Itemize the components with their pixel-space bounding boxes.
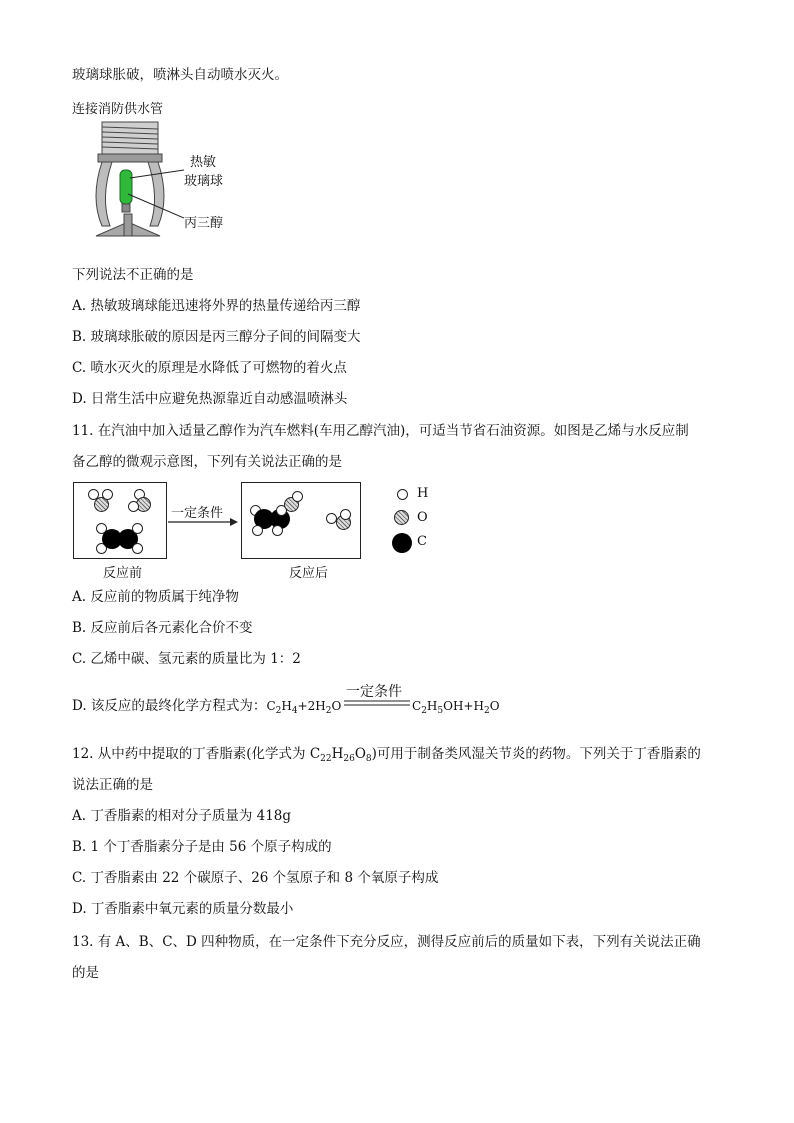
q11-stem-line-2: 备乙醇的微观示意图，下列有关说法正确的是: [72, 454, 342, 470]
q11-option-c: C. 乙烯中碳、氢元素的质量比为 1：2: [72, 651, 301, 667]
q11-option-b: B. 反应前后各元素化合价不变: [72, 620, 253, 636]
legend-c-symbol: [392, 533, 412, 553]
q12-option-d: D. 丁香脂素中氧元素的质量分数最小: [72, 901, 294, 917]
caption-after: 反应后: [289, 566, 329, 581]
sprinkler-bulb: [120, 170, 132, 204]
q10-text-line: 玻璃球胀破，喷淋头自动喷水灭火。: [72, 67, 288, 83]
eq-condition-label: 一定条件: [346, 684, 402, 700]
q12-option-b: B. 1 个丁香脂素分子是由 56 个原子构成的: [72, 839, 332, 855]
eq-rhs: $C_2H_5OH+H_2O$: [412, 699, 500, 716]
caption-before: 反应前: [103, 566, 143, 581]
reaction-before-box: [73, 482, 167, 559]
legend-h-label: H: [417, 486, 429, 501]
q10-option-a: A. 热敏玻璃球能迅速将外界的热量传递给丙三醇: [72, 298, 361, 314]
q12-option-a: A. 丁香脂素的相对分子质量为 418g: [72, 808, 292, 824]
sprinkler-label-bulb-2: 玻璃球: [184, 174, 224, 189]
reaction-arrow: [168, 517, 240, 527]
sprinkler-label-bulb-1: 热敏: [190, 155, 217, 170]
reaction-arrow-label: 一定条件: [171, 506, 224, 521]
q13-stem-line-2: 的是: [72, 965, 99, 981]
q13-stem-line-1: 13. 有 A、B、C、D 四种物质，在一定条件下充分反应，测得反应前后的质量如下表，下列有关说法正确: [72, 934, 701, 950]
eq-double-line: [344, 700, 410, 706]
legend-c-label: C: [417, 534, 427, 549]
q10-option-b: B. 玻璃球胀破的原因是丙三醇分子间的间隔变大: [72, 329, 361, 345]
q11-option-d: [72, 697, 341, 720]
sprinkler-figure: [84, 118, 184, 248]
q10-option-c: C. 喷水灭火的原理是水降低了可燃物的着火点: [72, 360, 347, 376]
q12-stem-line-1: 12. 从中药中提取的丁香脂素(化学式为 $C_{22}H_{26}O_8$)可用于制备类风湿关节炎的药物。下列关于丁香脂素的: [72, 746, 701, 764]
q10-stem: 下列说法不正确的是: [72, 267, 194, 283]
legend-o-symbol: [394, 510, 409, 525]
q10-option-d: D. 日常生活中应避免热源靠近自动感温喷淋头: [72, 391, 348, 407]
q12-stem-line-2: 说法正确的是: [72, 777, 153, 793]
q12-option-c: C. 丁香脂素由 22 个碳原子、26 个氢原子和 8 个氧原子构成: [72, 870, 439, 886]
q11-option-d-prefix: D. 该反应的最终化学方程式为：: [72, 698, 267, 714]
q11-option-a: A. 反应前的物质属于纯净物: [72, 589, 239, 605]
reaction-after-box: [241, 482, 361, 559]
sprinkler-label-liquid: 丙三醇: [184, 216, 224, 231]
q11-stem-line-1: 11. 在汽油中加入适量乙醇作为汽车燃料(车用乙醇汽油)，可适当节省石油资源。如图是乙烯与水反应制: [72, 423, 689, 439]
legend-h-symbol: [397, 489, 408, 500]
legend-o-label: O: [417, 510, 428, 525]
sprinkler-thread: [102, 122, 158, 154]
eq-lhs: $C_2H_4+2H_2O$: [266, 699, 342, 716]
sprinkler-label-pipe: 连接消防供水管: [72, 102, 164, 117]
